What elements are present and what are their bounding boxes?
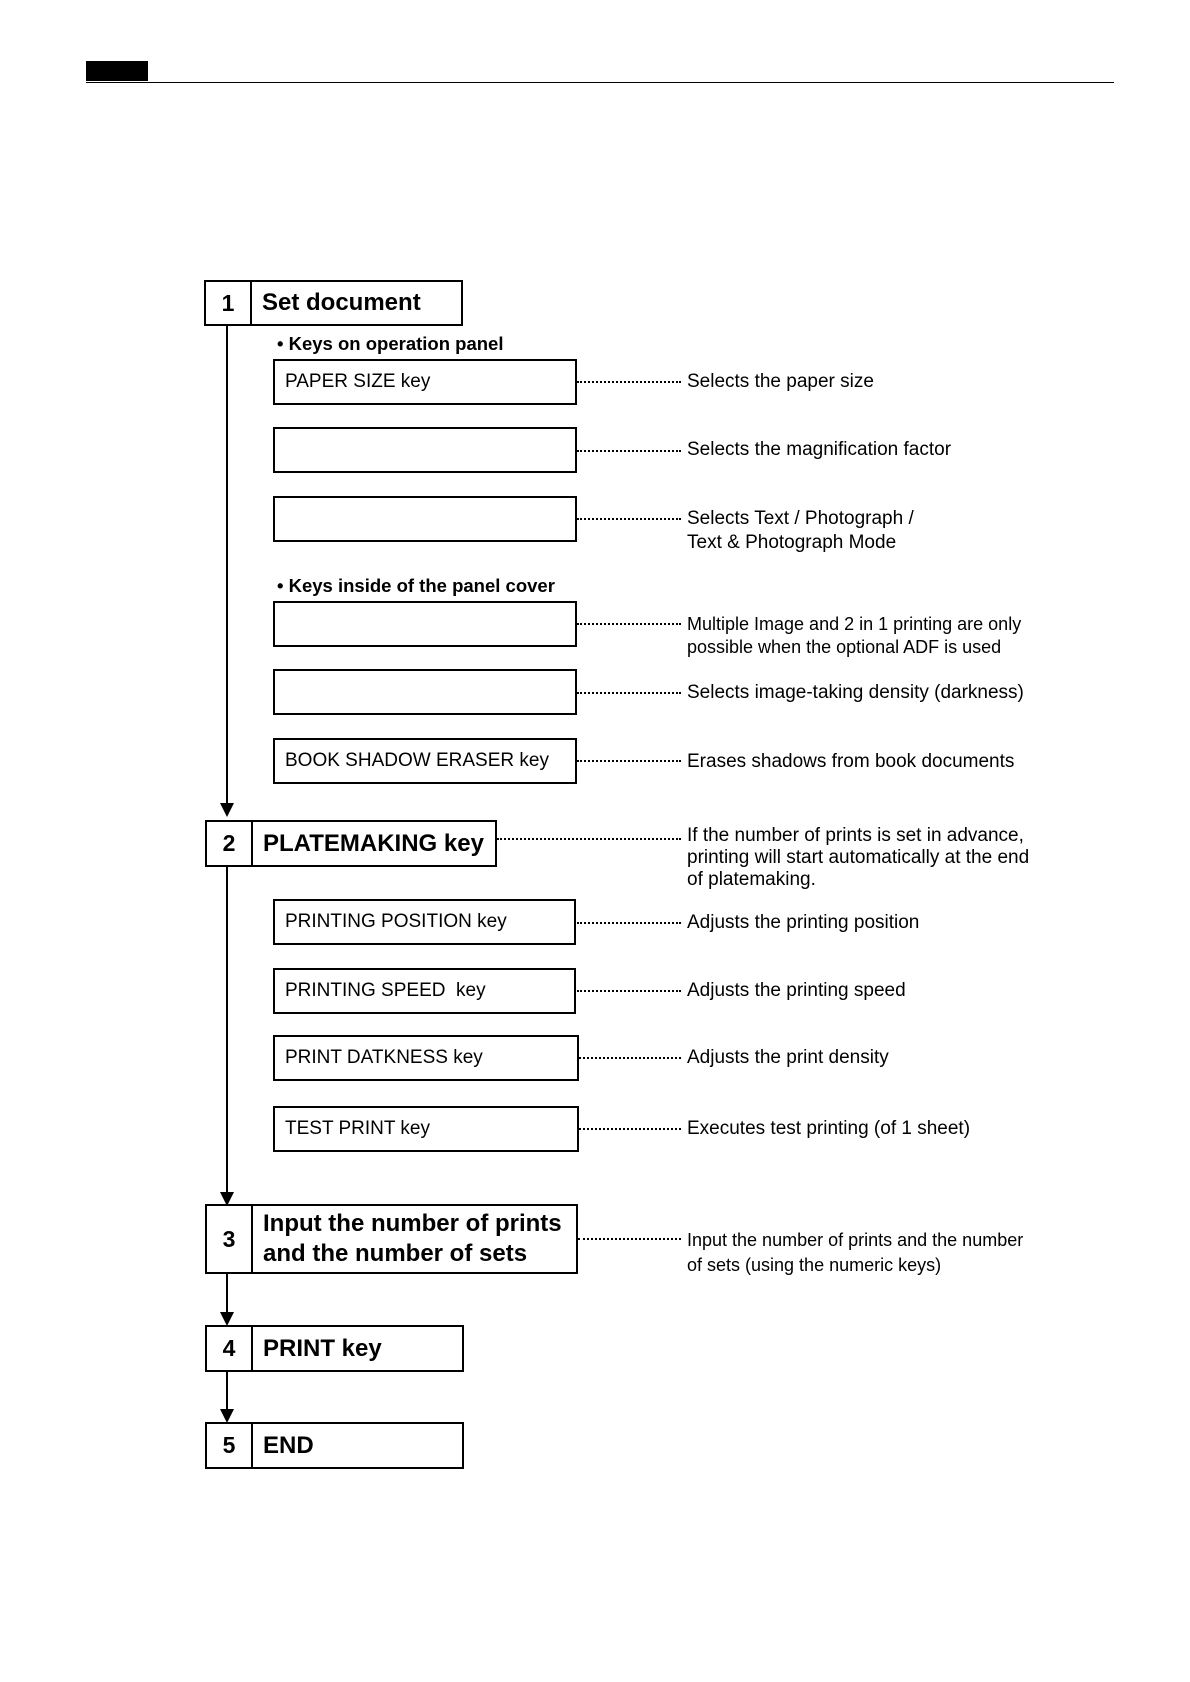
key-box-test-print: TEST PRINT key	[273, 1106, 579, 1152]
leader-dots	[577, 760, 681, 762]
step-2-platemaking-key	[205, 820, 497, 867]
leader-dots	[577, 450, 681, 452]
arrow-to-step-2	[220, 803, 234, 817]
step-1-set-document	[204, 280, 463, 326]
key-description: Executes test printing (of 1 sheet)	[687, 1118, 971, 1139]
step-title: PLATEMAKING key	[263, 829, 484, 857]
leader-dots	[578, 1238, 681, 1240]
step-number: 1	[206, 282, 252, 324]
step-number: 3	[207, 1206, 253, 1272]
step-5-end	[205, 1422, 464, 1469]
step-title: END	[263, 1431, 314, 1459]
flow-line-3-4	[226, 1272, 228, 1314]
flow-line-4-5	[226, 1369, 228, 1411]
key-box-blank-mode	[273, 496, 577, 542]
section-label-operation-panel: • Keys on operation panel	[277, 333, 504, 354]
key-box-blank-multiple-image	[273, 601, 577, 647]
arrow-to-step-4	[220, 1312, 234, 1326]
key-box-print-darkness: PRINT DATKNESS key	[273, 1035, 579, 1081]
leader-dots	[579, 1128, 681, 1130]
step-3-input-prints-and-sets	[205, 1204, 578, 1274]
key-description: Selects the magnification factor	[687, 439, 952, 460]
key-box-printing-position: PRINTING POSITION key	[273, 899, 576, 945]
key-description: Selects image-taking density (darkness)	[687, 682, 1024, 703]
step-number: 2	[207, 822, 253, 865]
leader-dots	[577, 990, 681, 992]
leader-dots	[579, 1057, 681, 1059]
leader-dots	[577, 518, 681, 520]
leader-dots	[577, 692, 681, 694]
header-rule	[86, 82, 1114, 83]
step-title: PRINT key	[263, 1334, 382, 1362]
key-description: Selects the paper size	[687, 371, 874, 392]
leader-dots	[577, 922, 681, 924]
key-description: Erases shadows from book documents	[687, 751, 1015, 772]
leader-dots	[577, 623, 681, 625]
platemaking-description: If the number of prints is set in advance, printing will start automatically at the end of platemaking.	[687, 825, 1030, 890]
key-box-blank-magnification	[273, 427, 577, 473]
leader-dots	[577, 381, 681, 383]
key-description: Adjusts the print density	[687, 1047, 889, 1068]
flow-line-2-3	[226, 864, 228, 1194]
key-description: Multiple Image and 2 in 1 printing are only possible when the optional ADF is used	[687, 614, 1022, 657]
section-label-panel-cover: • Keys inside of the panel cover	[277, 575, 555, 596]
input-prints-description: Input the number of prints and the number of sets (using the numeric keys)	[687, 1230, 1024, 1275]
key-description: Adjusts the printing speed	[687, 980, 906, 1001]
leader-dots	[497, 838, 681, 840]
key-box-paper-size: PAPER SIZE key	[273, 359, 577, 405]
step-number: 5	[207, 1424, 253, 1467]
key-box-blank-density	[273, 669, 577, 715]
step-title: Input the number of prints and the number of sets	[263, 1210, 562, 1267]
key-box-book-shadow-eraser: BOOK SHADOW ERASER key	[273, 738, 577, 784]
key-box-printing-speed: PRINTING SPEED key	[273, 968, 576, 1014]
header-tab-block	[86, 61, 148, 81]
flow-line-1-2	[226, 325, 228, 805]
step-number: 4	[207, 1327, 253, 1370]
step-title: Set document	[262, 289, 421, 316]
step-4-print-key	[205, 1325, 464, 1372]
arrow-to-step-5	[220, 1409, 234, 1423]
key-description: Adjusts the printing position	[687, 912, 920, 933]
key-description: Selects Text / Photograph / Text & Photograph Mode	[687, 508, 914, 553]
